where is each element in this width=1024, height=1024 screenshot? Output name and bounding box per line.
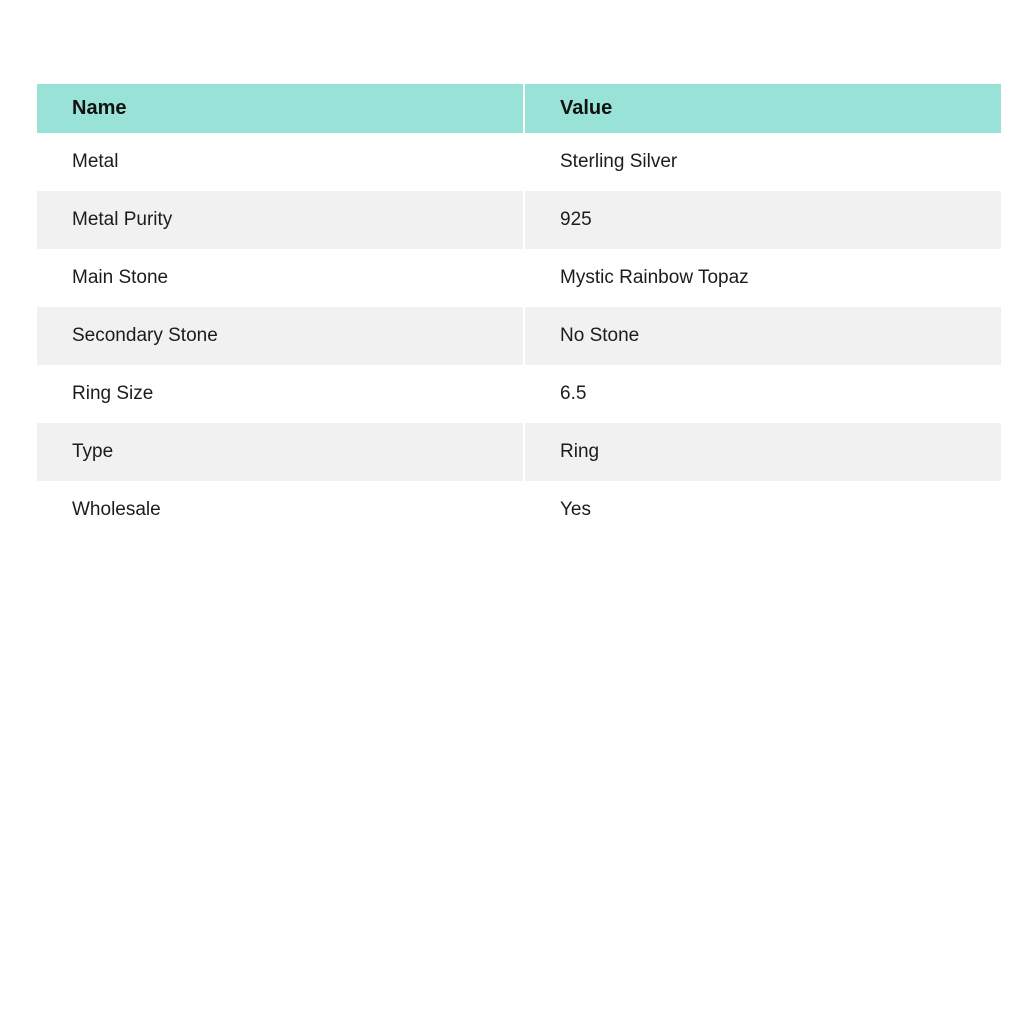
attr-name-cell [37, 365, 523, 423]
attr-name-cell [37, 249, 523, 307]
header-name-label: Name [72, 97, 127, 119]
attr-name: Type [72, 441, 114, 462]
attr-value: 925 [560, 209, 592, 230]
attr-value-cell [525, 481, 1001, 539]
table-header-row [37, 84, 1001, 133]
attr-value-cell [525, 307, 1001, 365]
attr-name: Wholesale [72, 499, 161, 520]
attr-name-cell [37, 191, 523, 249]
attr-name: Metal [72, 151, 119, 172]
attr-value: Sterling Silver [560, 151, 678, 172]
attr-name-cell [37, 423, 523, 481]
attr-value-cell [525, 249, 1001, 307]
header-value-label: Value [560, 97, 613, 119]
table-row [37, 423, 1001, 481]
attr-name-cell [37, 133, 523, 191]
attr-value: Mystic Rainbow Topaz [560, 267, 749, 288]
table-row [37, 481, 1001, 539]
attr-value: No Stone [560, 325, 640, 346]
attr-value-cell [525, 423, 1001, 481]
table-row [37, 249, 1001, 307]
table-row [37, 191, 1001, 249]
table-row [37, 307, 1001, 365]
attr-name: Main Stone [72, 267, 169, 288]
attr-value: Ring [560, 441, 600, 462]
attr-value-cell [525, 191, 1001, 249]
table-row [37, 365, 1001, 423]
header-name-cell [37, 84, 523, 133]
attr-name-cell [37, 481, 523, 539]
header-value-cell [525, 84, 1001, 133]
attributes-table [37, 84, 1001, 539]
attr-value: Yes [560, 499, 591, 520]
attr-value-cell [525, 365, 1001, 423]
table-row [37, 133, 1001, 191]
attr-name: Ring Size [72, 383, 154, 404]
attr-name-cell [37, 307, 523, 365]
attr-value-cell [525, 133, 1001, 191]
attr-name: Metal Purity [72, 209, 173, 230]
attr-name: Secondary Stone [72, 325, 218, 346]
attr-value: 6.5 [560, 383, 587, 404]
